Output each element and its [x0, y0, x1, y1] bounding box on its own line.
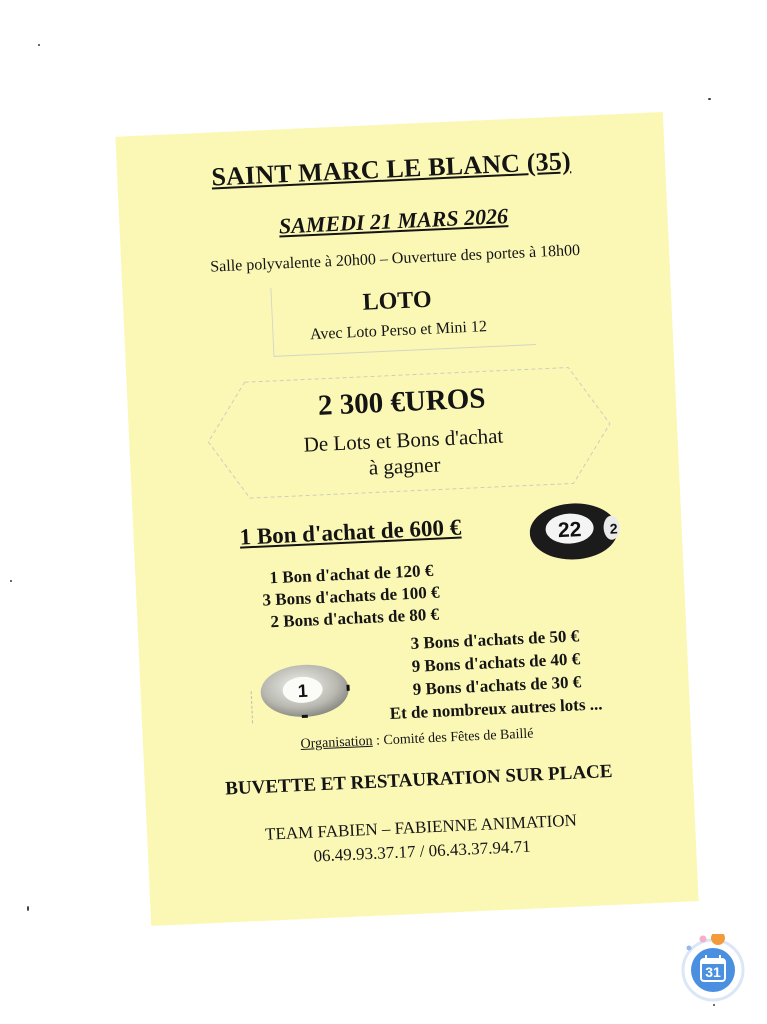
loto-title: LOTO [362, 286, 433, 316]
voucher-right-1: 3 Bons d'achats de 50 € [410, 626, 580, 653]
event-hours: Salle polyvalente à 20h00 – Ouverture des portes à 18h00 [209, 241, 581, 276]
voucher-right-2: 9 Bons d'achats de 40 € [411, 649, 581, 676]
prize-line-2: à gagner [368, 452, 441, 480]
loto-subtitle: Avec Loto Perso et Mini 12 [309, 318, 488, 344]
scan-speck [27, 906, 29, 911]
scan-speck [10, 580, 12, 582]
black-ball-number: 22 [557, 518, 582, 543]
voucher-right-4: Et de nombreux autres lots ... [389, 694, 603, 723]
bingo-ball-black-icon [528, 500, 621, 562]
dashed-guide-line [251, 691, 253, 723]
team-name: TEAM FABIEN – FABIENNE ANIMATION [264, 810, 578, 844]
prize-line-1: De Lots et Bons d'achat [303, 423, 504, 457]
voucher-left-2: 3 Bons d'achats de 100 € [262, 582, 440, 610]
bingo-ball-white-icon [257, 661, 355, 721]
buvette-line: BUVETTE ET RESTAURATION SUR PLACE [224, 760, 613, 800]
calendar-badge[interactable] [679, 934, 747, 1002]
organisation-label: Organisation [300, 733, 373, 753]
voucher-left-3: 2 Bons d'achats de 80 € [270, 604, 440, 632]
flyer-title: SAINT MARC LE BLANC (35) [210, 146, 572, 192]
voucher-left-1: 1 Bon d'achat de 120 € [269, 560, 434, 588]
main-voucher: 1 Bon d'achat de 600 € [239, 514, 462, 550]
black-ball-edge-number: 2 [609, 520, 618, 537]
organisation-line [143, 719, 691, 760]
organisation-value: : Comité des Fêtes de Baillé [372, 726, 534, 749]
phone-numbers: 06.49.93.37.17 / 06.43.37.94.71 [313, 836, 532, 866]
white-ball-number: 1 [297, 680, 309, 702]
event-date: SAMEDI 21 MARS 2026 [278, 203, 509, 239]
calendar-day: 31 [705, 964, 721, 980]
scan-speck [713, 1004, 715, 1006]
scan-speck [38, 44, 40, 46]
scan-speck [708, 98, 711, 100]
flyer-sheet [115, 112, 698, 926]
prize-total: 2 300 €UROS [317, 382, 487, 422]
voucher-right-3: 9 Bons d'achats de 30 € [412, 672, 582, 699]
